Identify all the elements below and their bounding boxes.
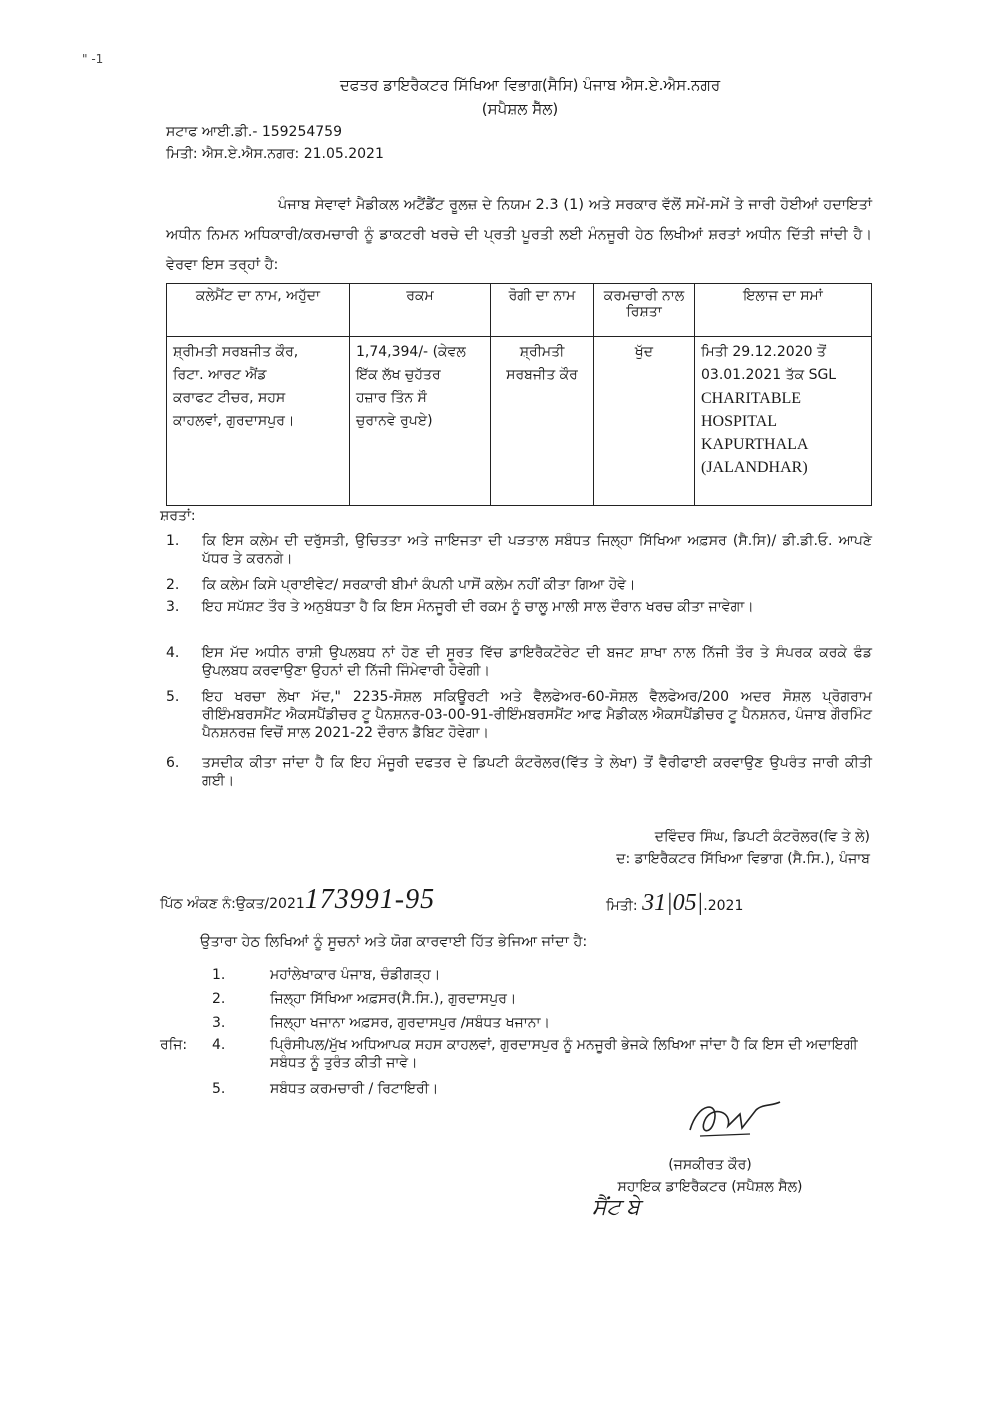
amount-line: ਹਜ਼ਾਰ ਤਿੰਨ ਸੌ (356, 390, 427, 406)
column-header: ਰਕਮ (350, 284, 491, 337)
staff-id: ਸਟਾਫ ਆਈ.ਡੀ.- 159254759 (166, 124, 342, 140)
corner-mark: " -1 (82, 52, 104, 66)
copy-recipient (160, 1014, 872, 1032)
recipient-number: 3. (212, 1015, 226, 1031)
handwritten-endorsement-number: 173991-95 (304, 884, 436, 915)
deputy-controller-name: ਦਵਿੰਦਰ ਸਿੰਘ, ਡਿਪਟੀ ਕੰਟਰੋਲਰ(ਵਿ ਤੇ ਲੇ) (654, 829, 870, 845)
condition-item (166, 532, 872, 568)
amount-cell (350, 337, 491, 506)
condition-text: ਕਿ ਇਸ ਕਲੇਮ ਦੀ ਦਰੁੱਸਤੀ, ਉਚਿਤਤਾ ਅਤੇ ਜਾਇਜਤਾ ਦੀ ਪੜਤਾਲ ਸਬੰਧਤ ਜਿਲ੍ਹਾ ਸਿੱਖਿਆ ਅਫ਼ਸਰ (ਸੈ.ਸਿ)/ ਡੀ.ਡੀ.ਓ. ਆਪਣੇ ਪੱਧਰ ਤੇ ਕਰਨਗੇ। (202, 533, 872, 567)
condition-text: ਕਿ ਕਲੇਮ ਕਿਸੇ ਪ੍ਰਾਈਵੇਟ/ ਸਰਕਾਰੀ ਬੀਮਾਂ ਕੰਪਨੀ ਪਾਸੋਂ ਕਲੇਮ ਨਹੀਂ ਕੀਤਾ ਗਿਆ ਹੋਵੇ। (202, 577, 636, 593)
claimant-line: ਸ਼੍ਰੀਮਤੀ ਸਰਬਜੀਤ ਕੌਰ, (173, 344, 299, 360)
office-subheader: (ਸਪੈਸ਼ਲ ਸੈੱਲ) (481, 100, 559, 118)
condition-item (166, 598, 872, 634)
period-line: (JALANDHAR) (701, 459, 808, 476)
condition-item (166, 644, 872, 680)
recipient-number: 1. (212, 967, 226, 983)
copy-recipient (160, 1036, 872, 1072)
period-line: ਮਿਤੀ 29.12.2020 ਤੋਂ (701, 344, 826, 360)
amount-line: 1,74,394/- (ਕੇਵਲ (356, 344, 466, 360)
claimant-cell (167, 337, 350, 506)
amount-line: ਇੱਕ ਲੱਖ ਚੁਹੱਤਰ (356, 367, 441, 383)
recipient-text: ਪ੍ਰਿੰਸੀਪਲ/ਮੁੱਖ ਅਧਿਆਪਕ ਸਹਸ ਕਾਹਲਵਾਂ, ਗੁਰਦਾਸਪੁਰ ਨੂੰ ਮਨਜੂਰੀ ਭੇਜਕੇ ਲਿਖਿਆ ਜਾਂਦਾ ਹੈ ਕਿ ਇਸ ਦੀ ਅਦਾਇਗੀ ਸਬੰਧਤ ਨੂੰ ਤੁਰੰਤ ਕੀਤੀ ਜਾਵੇ। (270, 1037, 858, 1071)
recipient-number: 4. (212, 1037, 226, 1053)
date-year: .2021 (703, 898, 744, 914)
condition-text: ਇਹ ਸਪੱਸ਼ਟ ਤੌਰ ਤੇ ਅਨੁਬੰਧਤਾ ਹੈ ਕਿ ਇਸ ਮੰਨਜੂਰੀ ਦੀ ਰਕਮ ਨੂੰ ਚਾਲੂ ਮਾਲੀ ਸਾਲ ਦੌਰਾਨ ਖਰਚ ਕੀਤਾ ਜਾਵੇਗਾ। (202, 599, 754, 615)
recipient-number: 2. (212, 991, 226, 1007)
recipient-text: ਸਬੰਧਤ ਕਰਮਚਾਰੀ / ਰਿਟਾਇਰੀ। (270, 1081, 439, 1097)
period-line: 03.01.2021 ਤੱਕ SGL (701, 367, 837, 383)
condition-number: 6. (166, 755, 180, 771)
column-header: ਰੋਗੀ ਦਾ ਨਾਮ (491, 284, 594, 337)
patient-line: ਸਰਬਜੀਤ ਕੌਰ (506, 367, 578, 383)
condition-number: 1. (166, 533, 180, 549)
copy-forward-intro: ਉਤਾਰਾ ਹੇਠ ਲਿਖਿਆਂ ਨੂੰ ਸੂਚਨਾਂ ਅਤੇ ਯੋਗ ਕਾਰਵਾਈ ਹਿੱਤ ਭੇਜਿਆ ਜਾਂਦਾ ਹੈ: (200, 934, 588, 950)
condition-number: 2. (166, 577, 180, 593)
condition-number: 5. (166, 689, 180, 705)
condition-item (166, 688, 872, 742)
handwritten-note: ਸੈਂਟ ਬੇ (592, 1194, 640, 1219)
copy-recipient (160, 966, 872, 984)
intro-paragraph: ਪੰਜਾਬ ਸੇਵਾਵਾਂ ਮੈਡੀਕਲ ਅਟੈਂਡੈਂਟ ਰੂਲਜ਼ ਦੇ ਨਿਯਮ 2.3 (1) ਅਤੇ ਸਰਕਾਰ ਵੱਲੋਂ ਸਮੇਂ-ਸਮੇਂ ਤੇ ਜਾਰੀ ਹੋਈਆਂ ਹਦਾਇਤਾਂ ਅਧੀਨ ਨਿਮਨ ਅਧਿਕਾਰੀ/ਕਰਮਚਾਰੀ ਨੂੰ ਡਾਕਟਰੀ ਖਰਚੇ ਦੀ ਪ੍ਰਤੀ ਪੂਰਤੀ ਲਈ ਮੰਨਜੂਰੀ ਹੇਠ ਲਿਖੀਆਂ ਸ਼ਰਤਾਂ ਅਧੀਨ ਦਿੱਤੀ ਜਾਂਦੀ ਹੈ। ਵੇਰਵਾ ਇਸ ਤਰ੍ਹਾਂ ਹੈ: (166, 197, 872, 273)
claimant-line: ਰਿਟਾ. ਆਰਟ ਐਂਡ (173, 367, 267, 383)
recipient-text: ਜਿਲ੍ਹਾ ਸਿੱਖਿਆ ਅਫ਼ਸਰ(ਸੈ.ਸਿ.), ਗੁਰਦਾਸਪੁਰ। (270, 991, 517, 1007)
assistant-director-name: (ਜਸਕੀਰਤ ਕੌਰ) (668, 1157, 752, 1173)
condition-text: ਇਸ ਮੱਦ ਅਧੀਨ ਰਾਸ਼ੀ ਉਪਲਬਧ ਨਾਂ ਹੋਣ ਦੀ ਸੂਰਤ ਵਿੱਚ ਡਾਇਰੈਕਟੋਰੇਟ ਦੀ ਬਜਟ ਸ਼ਾਖਾ ਨਾਲ ਨਿੱਜੀ ਤੌਰ ਤੇ ਸੰਪਰਕ ਕਰਕੇ ਫੰਡ ਉਪਲਬਧ ਕਰਵਾਉਣਾ ਉਹਨਾਂ ਦੀ ਨਿੱਜੀ ਜਿੰਮੇਵਾਰੀ ਹੋਵੇਗੀ। (202, 645, 872, 679)
treatment-period-cell (695, 337, 872, 506)
handwritten-signature (680, 1092, 790, 1142)
patient-cell (491, 337, 594, 506)
date-label: ਮਿਤੀ: (606, 898, 638, 914)
endorsement-label: ਪਿੱਠ ਅੰਕਣ ਨੰ:ਉਕਤ/2021 (160, 896, 305, 912)
table-header-row (167, 284, 872, 337)
conditions-heading: ਸ਼ਰਤਾਂ: (160, 508, 196, 524)
condition-item (166, 754, 872, 790)
column-header: ਕਰਮਚਾਰੀ ਨਾਲ ਰਿਸ਼ਤਾ (594, 284, 695, 337)
endorsement-date (606, 890, 743, 917)
condition-text: ਇਹ ਖਰਚਾ ਲੇਖਾ ਮੱਦ," 2235-ਸੋਸ਼ਲ ਸਕਿਊਰਟੀ ਅਤੇ ਵੈਲਫੇਅਰ-60-ਸੋਸ਼ਲ ਵੈਲਫੇਅਰ/200 ਅਦਰ ਸੋਸ਼ਲ ਪ੍ਰੋਗਰਾਮ ਰੀਇੰਮਬਰਸਮੈਂਟ ਐਕਸਪੈਂਡੀਚਰ ਟੂ ਪੈਨਸ਼ਨਰ-03-00-91-ਰੀਇੰਮਬਰਸਮੈਂਟ ਆਫ ਮੈਡੀਕਲ ਐਕਸਪੈਂਡੀਚਰ ਟੂ ਪੈਨਸ਼ਨਰ, ਪੰਜਾਬ ਗੌਰਮਿੰਟ ਪੈਨਸ਼ਨਰਜ਼ ਵਿਚੋਂ ਸਾਲ 2021-22 ਦੌਰਾਨ ਡੈਬਿਟ ਹੋਵੇਗਾ। (202, 689, 872, 741)
assistant-director-designation: ਸਹਾਇਕ ਡਾਇਰੈਕਟਰ (ਸਪੈਸ਼ਲ ਸੈਲ) (617, 1179, 803, 1195)
period-line: HOSPITAL (701, 413, 778, 430)
table-row (167, 337, 872, 506)
period-line: CHARITABLE (701, 390, 802, 407)
column-header: ਇਲਾਜ ਦਾ ਸਮਾਂ (695, 284, 872, 337)
condition-item (166, 576, 872, 594)
amount-line: ਚੁਰਾਨਵੇ ਰੁਪਏ) (356, 413, 433, 429)
column-header: ਕਲੇਮੈਂਟ ਦਾ ਨਾਮ, ਅਹੁੱਦਾ (167, 284, 350, 337)
recipient-text: ਜਿਲ੍ਹਾ ਖਜਾਨਾ ਅਫ਼ਸਰ, ਗੁਰਦਾਸਪੁਰ /ਸਬੰਧਤ ਖਜਾਨਾ। (270, 1015, 550, 1031)
recipient-number: 5. (212, 1081, 226, 1097)
claimant-line: ਕਰਾਫਟ ਟੀਚਰ, ਸਹਸ (173, 390, 286, 406)
claimant-line: ਕਾਹਲਵਾਂ, ਗੁਰਦਾਸਪੁਰ। (173, 413, 295, 429)
office-header: ਦਫਤਰ ਡਾਇਰੈਕਟਰ ਸਿੱਖਿਆ ਵਿਭਾਗ(ਸੈਸਿ) ਪੰਜਾਬ ਐਸ.ਏ.ਐਸ.ਨਗਰ (339, 76, 721, 94)
condition-number: 3. (166, 599, 180, 615)
period-line: KAPURTHALA (701, 436, 809, 453)
condition-number: 4. (166, 645, 180, 661)
registered-mark: ਰਜਿ: (160, 1037, 188, 1053)
handwritten-date: 31|05| (642, 890, 704, 916)
claim-table (166, 283, 872, 506)
endorsement-number (160, 884, 435, 916)
deputy-controller-office: ਦ: ਡਾਇਰੈਕਟਰ ਸਿੱਖਿਆ ਵਿਭਾਗ (ਸੈ.ਸਿ.), ਪੰਜਾਬ (616, 851, 870, 867)
issue-date: ਮਿਤੀ: ਐਸ.ਏ.ਐਸ.ਨਗਰ: 21.05.2021 (166, 146, 384, 162)
patient-line: ਸ਼੍ਰੀਮਤੀ (519, 344, 565, 360)
condition-text: ਤਸਦੀਕ ਕੀਤਾ ਜਾਂਦਾ ਹੈ ਕਿ ਇਹ ਮੰਜੂਰੀ ਦਫਤਰ ਦੇ ਡਿਪਟੀ ਕੰਟਰੋਲਰ(ਵਿੱਤ ਤੇ ਲੇਖਾ) ਤੋਂ ਵੈਰੀਫਾਈ ਕਰਵਾਉਣ ਉਪਰੰਤ ਜਾਰੀ ਕੀਤੀ ਗਈ। (202, 755, 872, 789)
relation-cell: ਖੁੱਦ (594, 337, 695, 506)
recipient-text: ਮਹਾਂਲੇਖਾਕਾਰ ਪੰਜਾਬ, ਚੰਡੀਗੜ੍ਹ। (270, 967, 441, 983)
copy-recipient (160, 990, 872, 1008)
